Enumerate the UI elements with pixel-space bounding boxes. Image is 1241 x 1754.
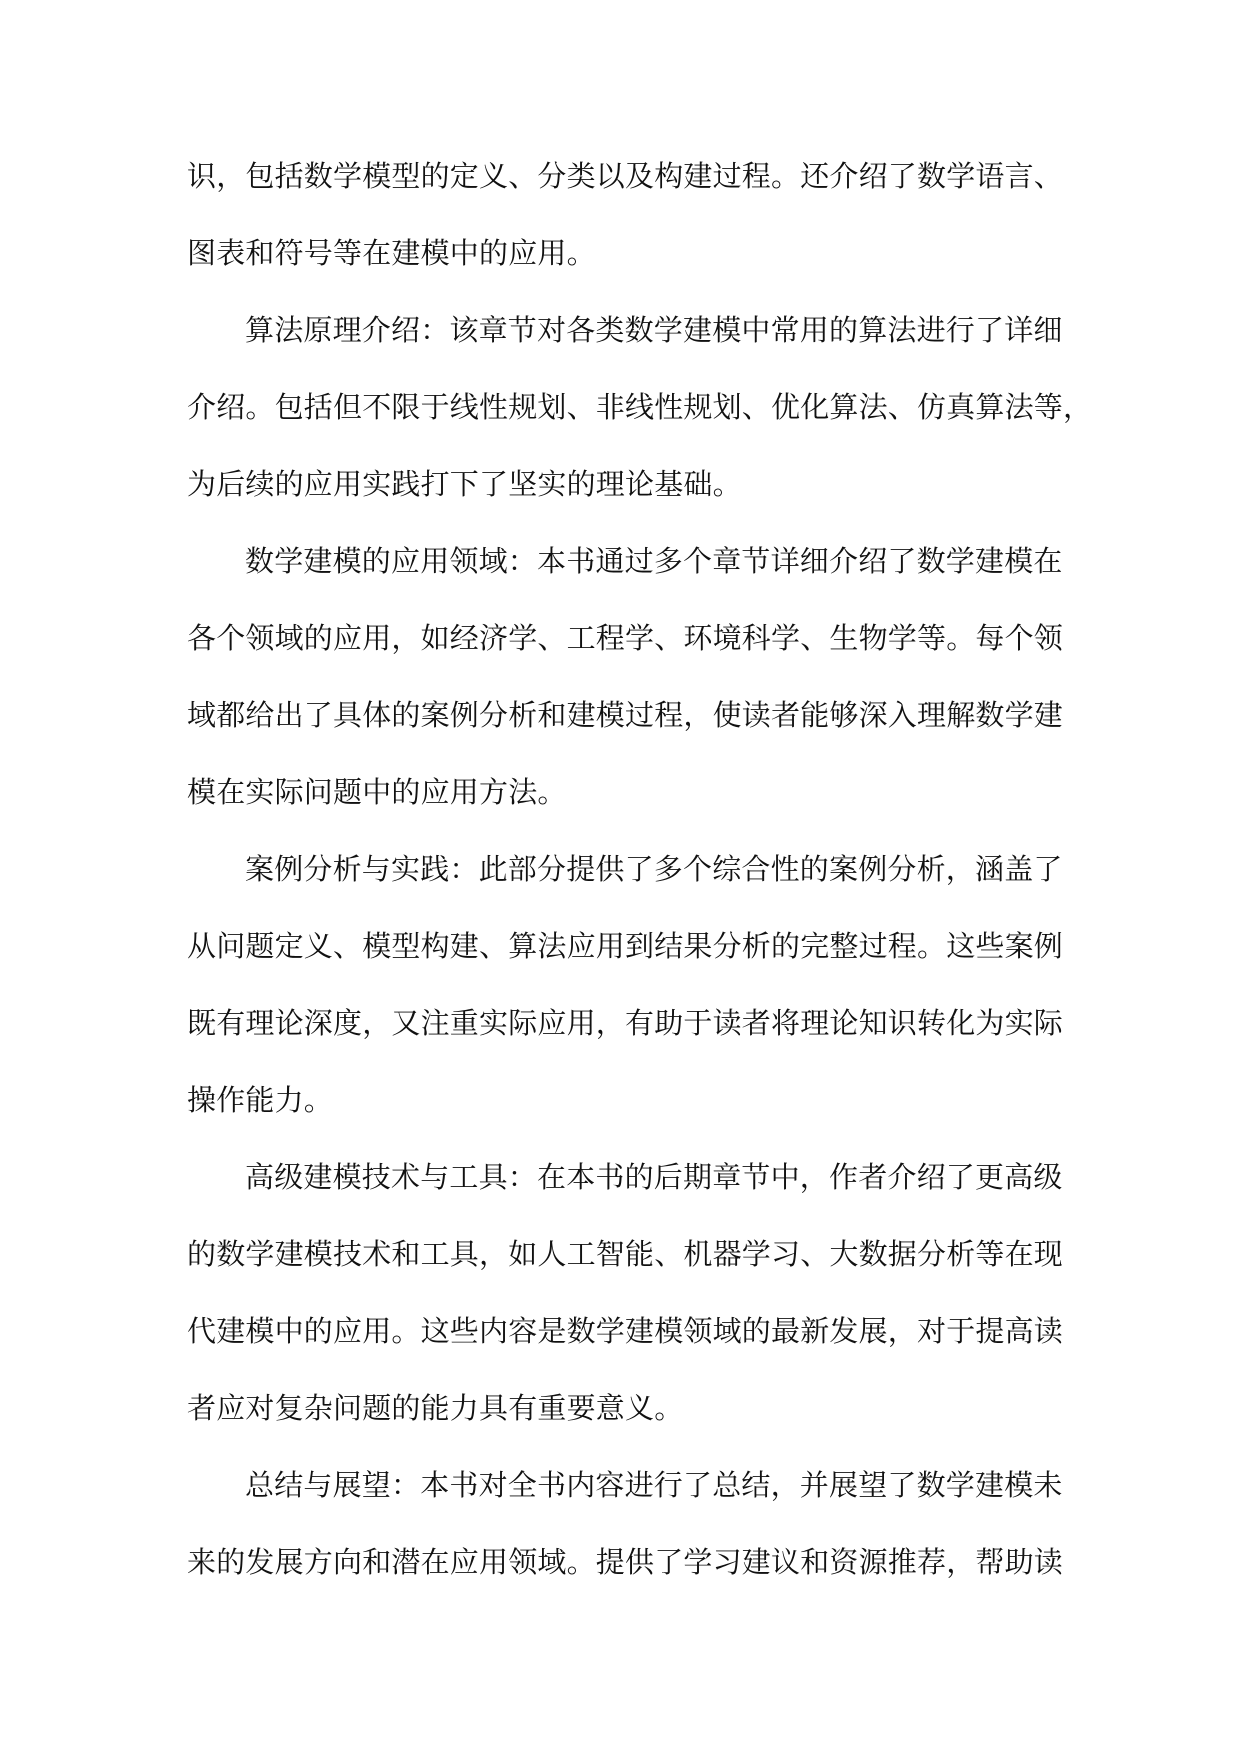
text-line: 各个领域的应用，如经济学、工程学、环境科学、生物学等。每个领 bbox=[187, 621, 1064, 655]
paragraph-case-analysis bbox=[187, 831, 1064, 1139]
paragraph-advanced-techniques bbox=[187, 1139, 1064, 1447]
text-line: 来的发展方向和潜在应用领域。提供了学习建议和资源推荐，帮助读 bbox=[187, 1545, 1064, 1579]
text-line: 者应对复杂问题的能力具有重要意义。 bbox=[187, 1391, 684, 1425]
text-line: 为后续的应用实践打下了坚实的理论基础。 bbox=[187, 467, 742, 501]
text-line: 的数学建模技术和工具，如人工智能、机器学习、大数据分析等在现 bbox=[187, 1237, 1064, 1271]
text-line: 高级建模技术与工具：在本书的后期章节中，作者介绍了更高级 bbox=[245, 1160, 1063, 1194]
text-line: 操作能力。 bbox=[187, 1083, 334, 1117]
text-line: 介绍。包括但不限于线性规划、非线性规划、优化算法、仿真算法等， bbox=[187, 390, 1093, 424]
text-line: 代建模中的应用。这些内容是数学建模领域的最新发展，对于提高读 bbox=[187, 1314, 1064, 1348]
text-line: 模在实际问题中的应用方法。 bbox=[187, 775, 567, 809]
text-line: 既有理论深度，又注重实际应用，有助于读者将理论知识转化为实际 bbox=[187, 1006, 1064, 1040]
text-line: 总结与展望：本书对全书内容进行了总结，并展望了数学建模未 bbox=[245, 1468, 1063, 1502]
paragraph-summary-outlook bbox=[187, 1447, 1064, 1601]
text-line: 图表和符号等在建模中的应用。 bbox=[187, 236, 596, 270]
paragraph-application-fields bbox=[187, 523, 1064, 831]
text-line: 案例分析与实践：此部分提供了多个综合性的案例分析，涵盖了 bbox=[245, 852, 1063, 886]
text-line: 识，包括数学模型的定义、分类以及构建过程。还介绍了数学语言、 bbox=[187, 159, 1064, 193]
text-line: 域都给出了具体的案例分析和建模过程，使读者能够深入理解数学建 bbox=[187, 698, 1064, 732]
text-line: 从问题定义、模型构建、算法应用到结果分析的完整过程。这些案例 bbox=[187, 929, 1064, 963]
paragraph-algorithm-principles bbox=[187, 292, 1093, 523]
text-line: 算法原理介绍：该章节对各类数学建模中常用的算法进行了详细 bbox=[245, 313, 1063, 347]
text-line: 数学建模的应用领域：本书通过多个章节详细介绍了数学建模在 bbox=[245, 544, 1063, 578]
body-text bbox=[187, 138, 1093, 1601]
paragraph-intro-continued bbox=[187, 138, 1064, 292]
